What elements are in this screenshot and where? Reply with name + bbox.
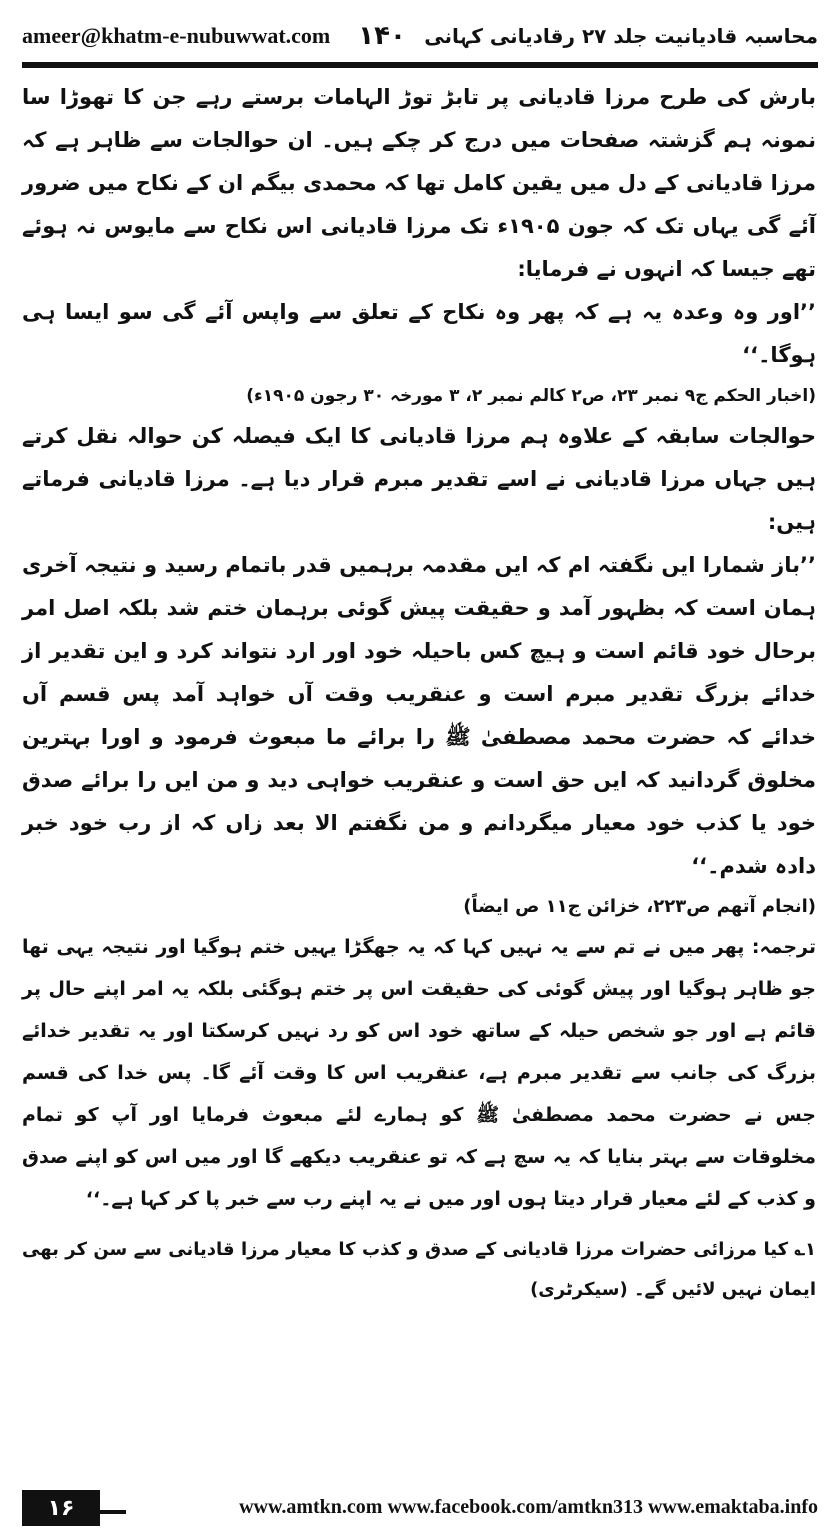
body-paragraph: بارش کی طرح مرزا قادیانی پر تابڑ توڑ الہامات برستے رہے جن کا تھوڑا سا نمونہ ہم گزشتہ صفحات میں درج کر چکے ہیں۔ ان حوالجات سے ظاہر ہے کہ مرزا قادیانی کے دل میں یقین کامل تھا کہ محمدی بیگم ان کے نکاح میں ضرور آئے گی یہاں تک کہ جون ۱۹۰۵ء تک مرزا قادیانی اس نکاح سے مایوس نہ ہوئے تھے جیسا کہ انہوں نے فرمایا: xyxy=(22,85,817,281)
quote-persian: ’’باز شمارا ایں نگفتہ ام کہ ایں مقدمہ برہمیں قدر باتمام رسید و نتیجہ آخری ہمان است کہ بظہور آمد و حقیقت پیش گوئی برہمان ختم شد بلکہ اصل امر برحال خود قائم است و ہیچ کس باحیلہ خود اور ارد نتواند کرد و این تقدیر از خدائے بزرگ تقدیر مبرم است و عنقریب وقت آں خواہد آمد پس قسم آں خدائے کہ حضرت محمد مصطفیٰ ﷺ را برائے ما مبعوث فرمود و اورا بہترین مخلوق گردانید کہ ایں حق است و عنقریب خواہی دید و من ایں را برائے صدق خود یا کذب خود معیار میگردانم و من نگفتم الا بعد زاں کہ از رب خود خبر دادہ شدم۔‘‘ xyxy=(22,553,816,878)
footer-page-badge: ۱۶ xyxy=(22,1490,100,1526)
reference-citation: (انجام آتھم ص۲۲۳، خزائن ج۱۱ ص ایضاً) xyxy=(463,896,816,917)
footer-links[interactable]: www.amtkn.com www.facebook.com/amtkn313 www.emaktaba.info xyxy=(126,1496,818,1519)
body-paragraph: حوالجات سابقہ کے علاوہ ہم مرزا قادیانی کا ایک فیصلہ کن حوالہ نقل کرتے ہیں جہاں مرزا قادیانی نے اسے تقدیر مبرم قرار دیا ہے۔ مرزا قادیانی فرماتے ہیں: xyxy=(22,424,816,534)
page-footer xyxy=(22,1490,818,1530)
reference-citation: (اخبار الحکم ج۹ نمبر ۲۳، ص۲ کالم نمبر ۲، ۳ مورخہ ۳۰ رجون ۱۹۰۵ء) xyxy=(246,386,816,406)
footnote: ۱؎ کیا مرزائی حضرات مرزا قادیانی کے صدق و کذب کا معیار مرزا قادیانی سے سن کر بھی ایمان نہیں لائیں گے۔ (سیکرٹری) xyxy=(22,1239,816,1300)
header-email[interactable]: ameer@khatm-e-nubuwwat.com xyxy=(22,23,331,48)
header-left xyxy=(22,21,406,51)
page-header xyxy=(22,14,818,58)
header-page-number: ۱۴۰ xyxy=(358,21,406,51)
header-rule xyxy=(22,62,818,68)
quote-urdu: ’’اور وہ وعدہ یہ ہے کہ پھر وہ نکاح کے تعلق سے واپس آئے گی سو ایسا ہی ہوگا۔‘‘ xyxy=(22,300,816,367)
header-book-title: محاسبہ قادیانیت جلد ۲۷ رقادیانی کہانی xyxy=(424,24,818,48)
translation-paragraph: ترجمہ: پھر میں نے تم سے یہ نہیں کہا کہ یہ جھگڑا یہیں ختم ہوگیا اور نتیجہ یہی تھا جو ظاہر ہوگیا اور پیش گوئی کی حقیقت اس پر ختم ہوگئی بلکہ یہ امر اپنے حال پر قائم ہے اور جو شخص حیلہ کے ساتھ خود اس کو رد نہیں کرسکتا اور یہ تقدیر خدائے بزرگ کی جانب سے تقدیر مبرم ہے، عنقریب اس کا وقت آئے گا۔ پس خدا کی قسم جس نے حضرت محمد مصطفیٰ ﷺ کو ہمارے لئے مبعوث فرمایا اور آپ کو تمام مخلوقات سے بہتر بنایا کہ یہ سچ ہے کہ تو عنقریب دیکھے گا اور میں اس کو اپنے صدق و کذب کے لئے معیار قرار دیتا ہوں اور میں نے یہ اپنے رب سے خبر پا کر کہا ہے۔‘‘ xyxy=(22,936,816,1210)
page-body xyxy=(22,76,816,1310)
